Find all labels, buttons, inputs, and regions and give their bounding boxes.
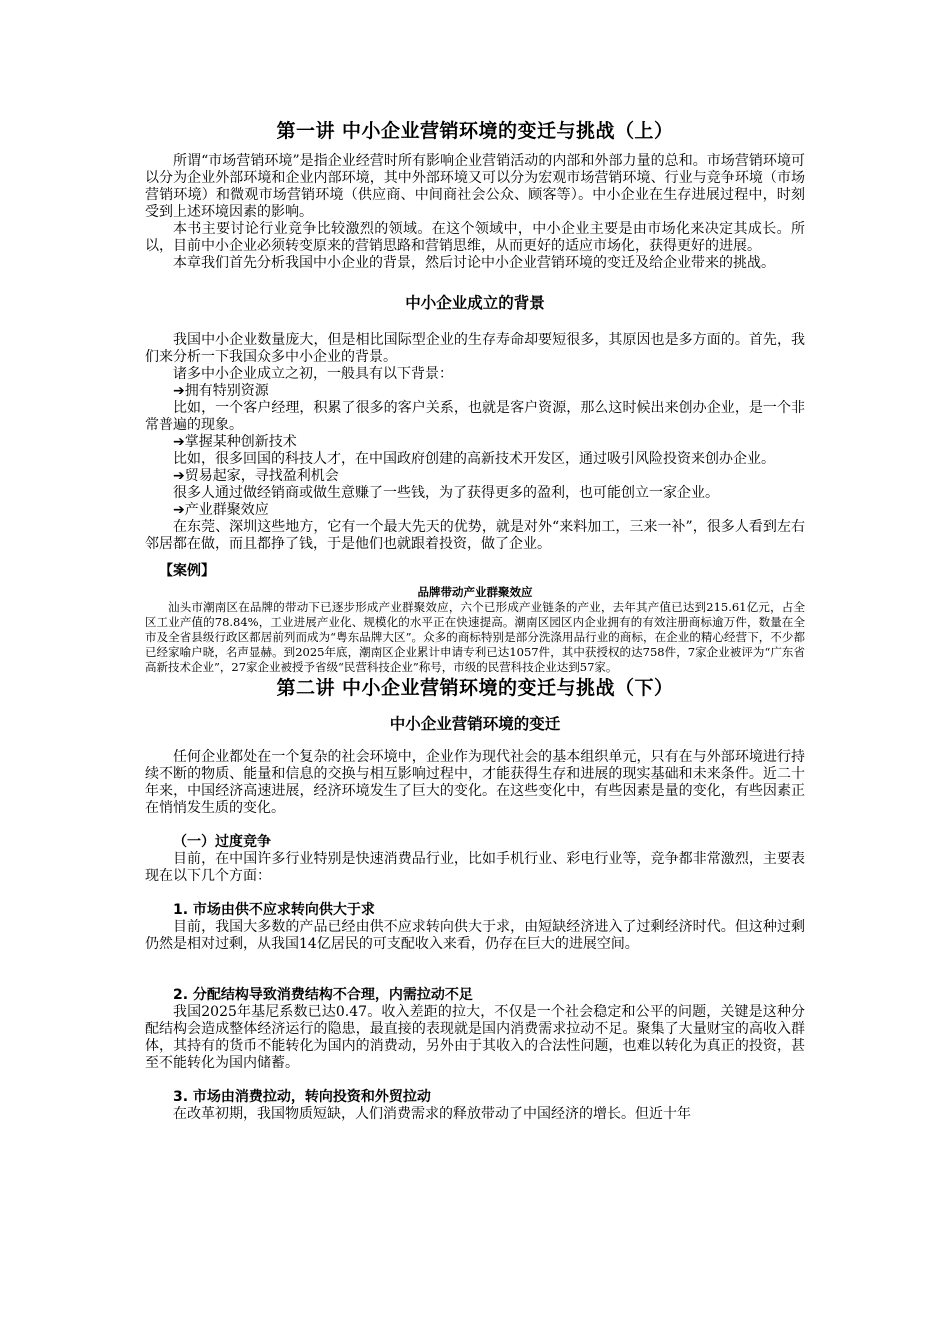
arrow-icon: ➔ [173, 383, 185, 399]
arrow-icon: ➔ [173, 502, 185, 518]
arrow-icon: ➔ [173, 468, 185, 484]
paragraph: 本章我们首先分析我国中小企业的背景，然后讨论中小企业营销环境的变迁及给企业带来的挑战。 [173, 255, 775, 271]
paragraph: 任何企业都处在一个复杂的社会环境中，企业作为现代社会的基本组织单元，只有在与外部环境进行持续不断的物质、能量和信息的交换与相互影响过程中，才能获得生存和进展的现实基础和未来条件。近二十年来，中国经济高速进展，经济环境发生了巨大的变化。在这些变化中，有些因素是量的变化，有些因素正在悄悄发生质的变化。 [145, 749, 805, 816]
page-content [145, 118, 805, 1123]
lecture-2-title: 第二讲 中小企业营销环境的变迁与挑战（下） [276, 677, 674, 699]
arrow-icon: ➔ [173, 434, 185, 450]
bullet-item [145, 468, 805, 485]
paragraph: 目前，在中国许多行业特别是快速消费品行业，比如手机行业、彩电行业等，竞争都非常激烈，主要表现在以下几个方面： [145, 851, 805, 884]
point-heading: 1. 市场由供不应求转向供大于求 [173, 902, 375, 918]
paragraph: 很多人通过做经销商或做生意赚了一些钱，为了获得更多的盈利，也可能创立一家企业。 [173, 485, 719, 501]
paragraph: 我国2025年基尼系数已达0.47。收入差距的拉大，不仅是一个社会稳定和公平的问题，关键是这种分配结构会造成整体经济运行的隐患，最直接的表现就是国内消费需求拉动不足。聚集了大量财宝的高收入群体，其持有的货币不能转化为国内的消费动，另外由于其收入的合法性问题，也难以转化为真正的投资，甚至不能转化为国内储蓄。 [145, 1004, 805, 1071]
case-title: 品牌带动产业群聚效应 [417, 585, 533, 599]
bullet-item [145, 502, 805, 519]
paragraph: 本书主要讨论行业竞争比较激烈的领域。在这个领域中，中小企业主要是由市场化来决定其成长。所以，目前中小企业必须转变原来的营销思路和营销思维，从而更好的适应市场化，获得更好的进展。 [145, 221, 805, 254]
bullet-item [145, 434, 805, 451]
case-label: 【案例】 [159, 563, 215, 579]
section-heading-environment: 中小企业营销环境的变迁 [389, 715, 561, 733]
paragraph: 比如，很多回国的科技人才，在中国政府创建的高新技术开发区，通过吸引风险投资来创办企业。 [173, 451, 775, 467]
paragraph: 在东莞、深圳这些地方，它有一个最大先天的优势，就是对外“来料加工，三来一补”，很多人看到左右邻居都在做，而且都挣了钱，于是他们也就跟着投资，做了企业。 [145, 519, 805, 552]
paragraph: 我国中小企业数量庞大，但是相比国际型企业的生存寿命却要短很多，其原因也是多方面的。首先，我们来分析一下我国众多中小企业的背景。 [145, 332, 805, 365]
case-body: 汕头市潮南区在品牌的带动下已逐步形成产业群聚效应，六个已形成产业链条的产业，去年其产值已达到215.61亿元，占全区工业产值的78.84%，工业进展产业化、规模化的水平正在快速提高。潮南区园区内企业拥有的有效注册商标逾万件，数量在全市及全省县级行政区都居前列而成为“粤东品牌大区”。众多的商标特别是部分洗涤用品行业的商标，在企业的精心经营下，不少都已经家喻户晓，名声显赫。到2025年底，潮南区企业累计申请专利已达1057件，其中获授权的达758件，7家企业被评为“广东省高新技术企业”，27家企业被授予省级“民营科技企业”称号，市级的民营科技企业达到57家。 [145, 600, 805, 674]
subsection-heading: （一）过度竞争 [173, 834, 271, 850]
paragraph: 比如，一个客户经理，积累了很多的客户关系，也就是客户资源，那么这时候出来创办企业，是一个非常普遍的现象。 [145, 400, 805, 433]
paragraph: 所谓“市场营销环境”是指企业经营时所有影响企业营销活动的内部和外部力量的总和。市场营销环境可以分为企业外部环境和企业内部环境，其中外部环境又可以分为宏观市场营销环境、行业与竞争环境（市场营销环境）和微观市场营销环境（供应商、中间商社会公众、顾客等）。中小企业在生存进展过程中，时刻受到上述环境因素的影响。 [145, 153, 805, 220]
bullet-label: 产业群聚效应 [184, 502, 269, 518]
bullet-label: 掌握某种创新技术 [184, 434, 297, 450]
point-heading: 3. 市场由消费拉动，转向投资和外贸拉动 [173, 1089, 431, 1105]
point-heading: 2. 分配结构导致消费结构不合理，内需拉动不足 [173, 987, 473, 1003]
lecture-1-title: 第一讲 中小企业营销环境的变迁与挑战（上） [276, 120, 674, 142]
bullet-item [145, 383, 805, 400]
bullet-label: 拥有特别资源 [184, 383, 269, 399]
section-heading-background: 中小企业成立的背景 [405, 294, 545, 312]
paragraph: 诸多中小企业成立之初，一般具有以下背景： [173, 366, 453, 382]
paragraph: 目前，我国大多数的产品已经由供不应求转向供大于求，由短缺经济进入了过剩经济时代。但这种过剩仍然是相对过剩，从我国14亿居民的可支配收入来看，仍存在巨大的进展空间。 [145, 919, 805, 952]
bullet-label: 贸易起家，寻找盈利机会 [184, 468, 339, 484]
paragraph: 在改革初期，我国物质短缺，人们消费需求的释放带动了中国经济的增长。但近十年 [173, 1106, 691, 1122]
